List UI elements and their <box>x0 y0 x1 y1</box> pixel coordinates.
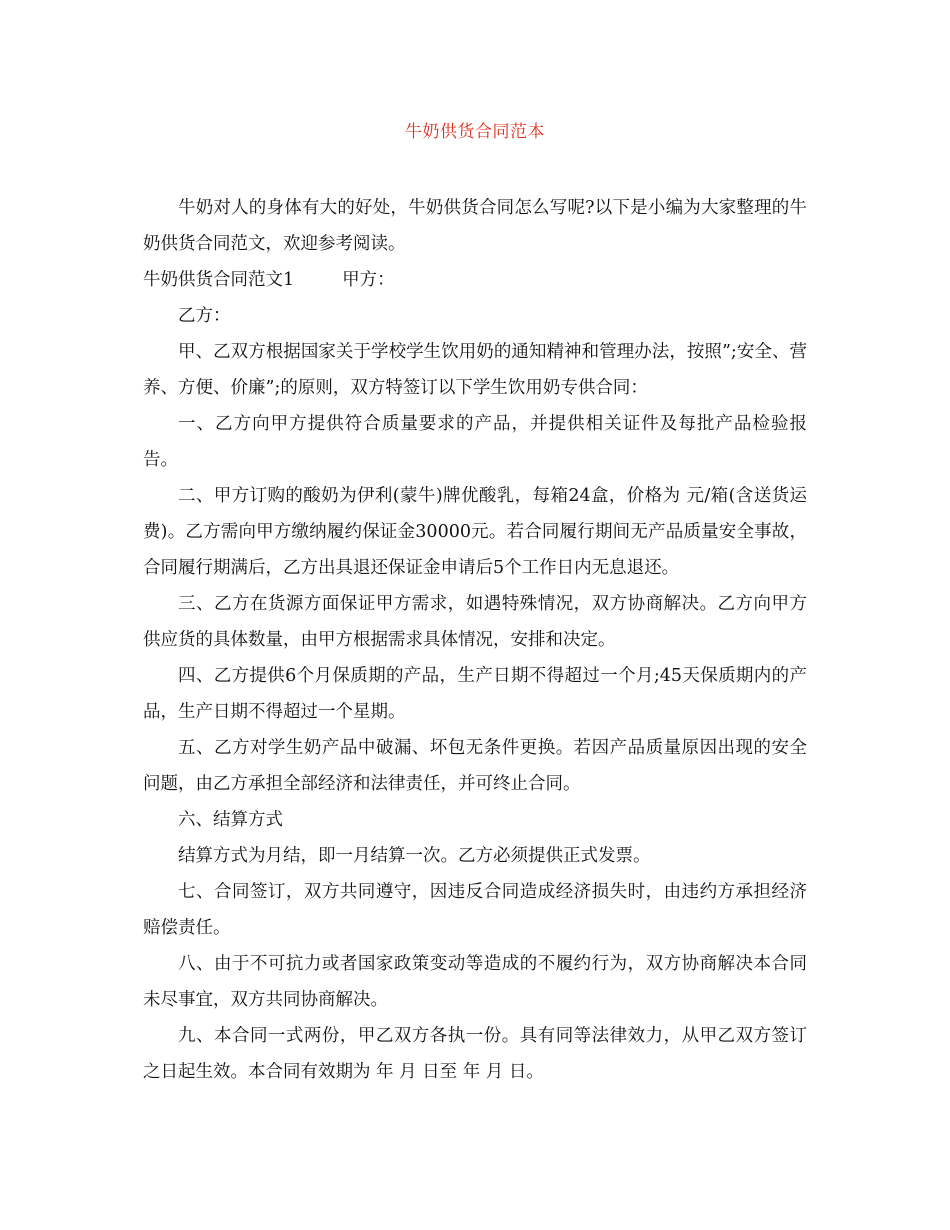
clause-3: 三、乙方在货源方面保证甲方需求，如遇特殊情况，双方协商解决。乙方向甲方供应货的具体数量，由甲方根据需求具体情况，安排和决定。 <box>143 594 807 650</box>
clause-6-body: 结算方式为月结，即一月结算一次。乙方必须提供正式发票。 <box>178 846 651 866</box>
clause-1: 一、乙方向甲方提供符合质量要求的产品，并提供相关证件及每批产品检验报告。 <box>143 414 807 470</box>
section-heading: 牛奶供货合同范文1 <box>143 270 295 290</box>
clause-7: 七、合同签订，双方共同遵守，因违反合同造成经济损失时，由违约方承担经济赔偿责任。 <box>143 882 807 938</box>
section-heading-line <box>143 262 807 298</box>
clause-5: 五、乙方对学生奶产品中破漏、坏包无条件更换。若因产品质量原因出现的安全问题，由乙方承担全部经济和法律责任，并可终止合同。 <box>143 738 807 794</box>
party-b-label: 乙方： <box>178 306 231 326</box>
clause-6-heading: 六、结算方式 <box>178 810 283 830</box>
clause-4: 四、乙方提供6个月保质期的产品，生产日期不得超过一个月;45天保质期内的产品，生产日期不得超过一个星期。 <box>143 666 807 722</box>
preamble-paragraph: 甲、乙双方根据国家关于学校学生饮用奶的通知精神和管理办法，按照”;安全、营养、方便、价廉”;的原则，双方特签订以下学生饮用奶专供合同： <box>143 342 807 398</box>
party-a-label: 甲方： <box>342 270 395 290</box>
clause-9: 九、本合同一式两份，甲乙双方各执一份。具有同等法律效力，从甲乙双方签订之日起生效。本合同有效期为 年 月 日至 年 月 日。 <box>143 1026 807 1082</box>
document-title: 牛奶供货合同范本 <box>405 122 545 142</box>
intro-paragraph: 牛奶对人的身体有大的好处，牛奶供货合同怎么写呢?以下是小编为大家整理的牛奶供货合同范文，欢迎参考阅读。 <box>143 198 807 254</box>
clause-8: 八、由于不可抗力或者国家政策变动等造成的不履约行为，双方协商解决本合同未尽事宜，双方共同协商解决。 <box>143 954 807 1010</box>
clause-2: 二、甲方订购的酸奶为伊利(蒙牛)牌优酸乳，每箱24盒，价格为 元/箱(含送货运费)。乙方需向甲方缴纳履约保证金30000元。若合同履行期间无产品质量安全事故，合同履行期满后，乙方出具退还保证金申请后5个工作日内无息退还。 <box>143 486 807 578</box>
